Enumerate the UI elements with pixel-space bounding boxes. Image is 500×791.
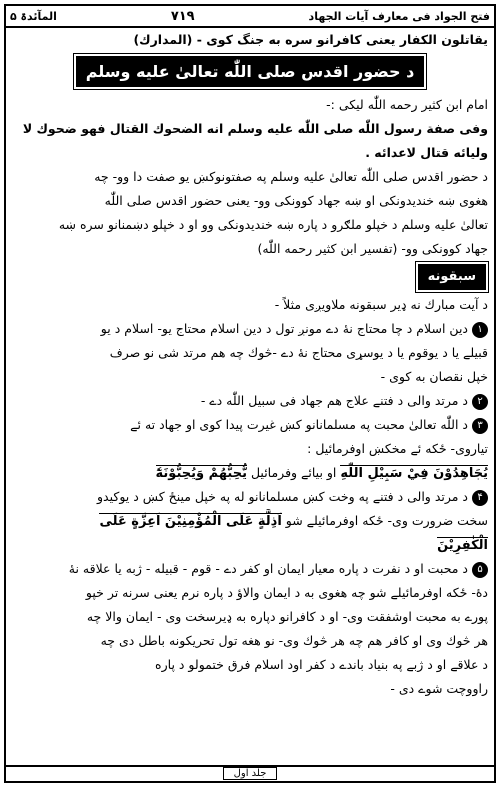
section-heading: سبقونه [418, 264, 486, 290]
page-header [6, 6, 494, 28]
arabic-quote-line: وفی صفة رسول اللّٰه صلی اللّٰه علیه وسلم انه الضحوك القتال فهو ضحوك لا [22, 121, 488, 136]
text-line: دهٔ- ځكه اوفرمائیلے شو چه هغوی به د ایمان والاؤ د پاره نرم یعنی سرنه تر خپو [85, 585, 488, 600]
page-body [12, 28, 488, 701]
list-item-text: د مرتد والی د فتنے په وخت كښ مسلمانانو له په خپل مینځ كښ د یوكیدو [97, 489, 468, 504]
quran-verse: يُجَاهِدُوْنَ فِيْ سَبِيْلِ اللّٰهِ [340, 466, 488, 481]
arabic-quote-line: ولیائه قتال لاعدائه . [365, 145, 488, 160]
text-line: يقاتلون الكفار يعنی كافرانو سره به جنگ كوی - (المدارك) [133, 32, 488, 47]
quran-verse: يُّحِبُّهُمْ وَيُحِبُّوْنَهٗٓ [155, 466, 247, 481]
volume-label: جلد اول [223, 767, 278, 780]
text-line: پورے به محبت اوشفقت وی- او د كافرانو دپاره به ډیرسخت وی - ایمان والا چه [86, 609, 488, 624]
text-line: قبیلے یا د یوقوم یا د یوسړی محتاج نهٔ دے -څوك چه هم مرتد شی نو صرف [109, 345, 488, 360]
quran-line [12, 509, 488, 533]
number-badge: ۳ [472, 418, 488, 434]
list-item [12, 317, 488, 341]
quran-verse: الْكٰفِرِيْنَ [437, 538, 488, 553]
list-item-text: د مرتد والی د فتنے علاج هم جهاد فی سبیل اللّٰه دے - [200, 393, 468, 408]
list-item-text: د اللّٰه تعالیٰ محبت په مسلمانانو كښ غیرت پیدا كوی او جهاد ته ئے [130, 417, 468, 432]
text-line: خپل نقصان به كوی - [380, 369, 488, 384]
text-line: د آیت مبارك نه ډیر سبقونه ملاویږی مثلاً - [274, 297, 488, 312]
text-line: د علاقے او د ژبے په بنیاد باندے د كفر اود اسلام فرق ختمولو د پاره [155, 657, 488, 672]
text-line: د حضور اقدس صلی اللّٰه تعالیٰ علیه وسلم په صفتونوكښ یو صفت دا وو- چه [94, 169, 488, 184]
page-number: ۷۱۹ [170, 8, 195, 24]
text-line: هر څوك وی او كافر هم چه هر څوك وی- نو هغه تول تحریكونه باطل دی چه [100, 633, 488, 648]
list-item [12, 413, 488, 437]
text-line: جهاد كوونكی وو- (تفسیر ابن كثیر رحمه اللّٰه) [257, 241, 488, 256]
text-fragment: او بیائے وفرمائیل [250, 465, 337, 480]
list-item [12, 389, 488, 413]
quran-line [12, 533, 488, 557]
page-footer [6, 765, 494, 781]
list-item [12, 485, 488, 509]
page [4, 4, 496, 783]
number-badge: ۲ [472, 394, 488, 410]
chapter-label: المآئدۃ ۵ [10, 9, 57, 23]
section-heading-box [12, 261, 488, 293]
text-fragment: سخت ضرورت وی- ځكه اوفرمائیلے شو [285, 513, 488, 528]
number-badge: ۱ [472, 322, 488, 338]
text-line: تیاروی- ځكه ئے مخكښ اوفرمائیل : [307, 441, 488, 456]
text-line: امام ابن كثیر رحمه اللّٰه لیكی :- [326, 97, 488, 112]
number-badge: ۴ [472, 490, 488, 506]
quran-verse: اَذِلَّةٍ عَلَى الْمُؤْمِنِيْنَ اَعِزَّةٍ عَلَى [99, 514, 282, 529]
quran-line [12, 461, 488, 485]
heading-title: د حضور اقدس صلی اللّٰه تعالیٰ علیه وسلم صفت [76, 56, 424, 87]
book-title: فتح الجواد فی معارف آیات الجهاد [308, 9, 490, 23]
list-item [12, 557, 488, 581]
text-line: تعالیٰ علیه وسلم د خپلو ملګرو د پاره ښه خندیدونكی وو او د خپلو دښمنانو سره ښه [58, 217, 488, 232]
list-item-text: د محبت او د نفرت د پاره معیار ایمان او كفر دے - قوم - قبیله - ژبه یا علاقه نهٔ [68, 561, 468, 576]
number-badge: ۵ [472, 562, 488, 578]
text-line: هغوی ښه خندیدونكی او ښه جهاد كوونكی وو- یعنی حضور اقدس صلی اللّٰه [104, 193, 488, 208]
list-item-text: دین اسلام د چا محتاج نهٔ دے مونږ تول د دین اسلام محتاج یو- اسلام د یو [100, 321, 468, 336]
text-line: راووچت شوے دی - [390, 681, 488, 696]
